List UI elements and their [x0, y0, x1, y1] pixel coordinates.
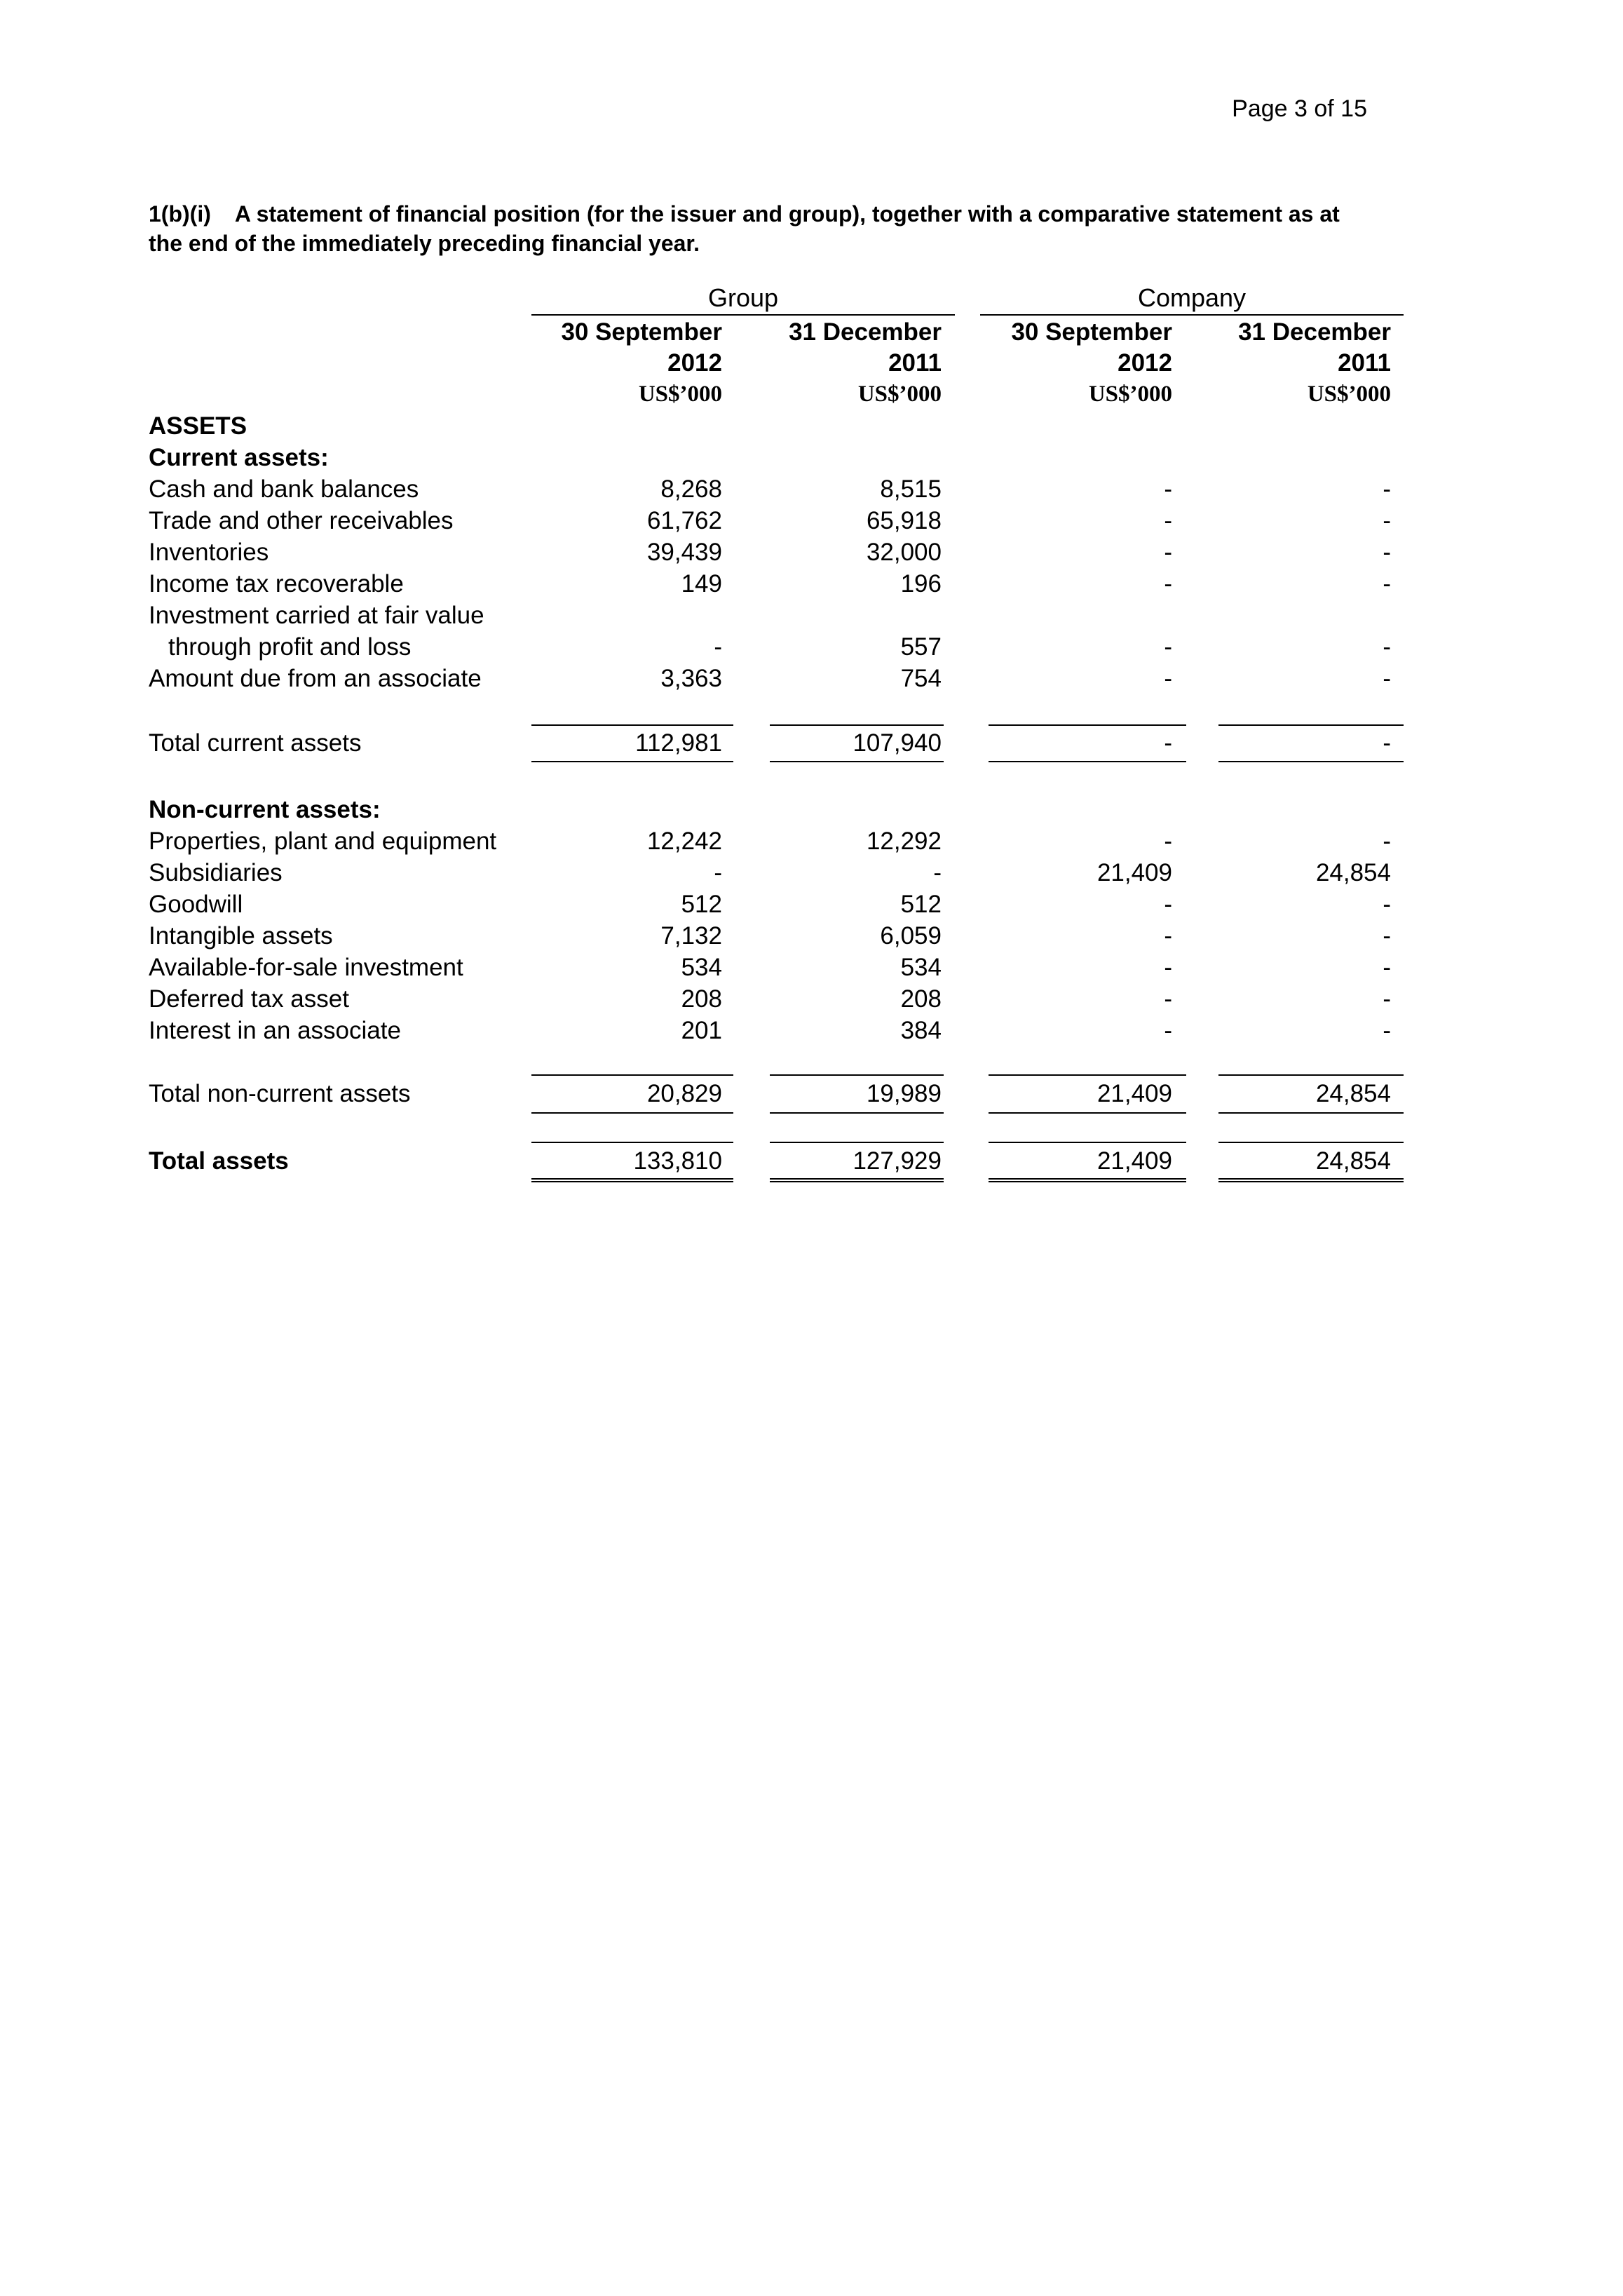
- total-rule: [770, 1142, 944, 1143]
- non-current-assets-heading: Non-current assets:: [149, 796, 381, 823]
- row-value: -: [1383, 665, 1391, 692]
- row-value: -: [1383, 475, 1391, 503]
- row-value: -: [1164, 1017, 1172, 1044]
- row-value: 512: [681, 891, 722, 918]
- row-value: 6,059: [880, 922, 942, 950]
- subtotal-rule: [989, 1074, 1186, 1076]
- row-label: Investment carried at fair value: [149, 602, 484, 629]
- row-label: Deferred tax asset: [149, 985, 349, 1013]
- row-value: -: [1383, 507, 1391, 534]
- row-value: 24,854: [1315, 859, 1391, 886]
- row-label: Cash and bank balances: [149, 475, 419, 503]
- row-value: -: [714, 633, 722, 661]
- total-value: 24,854: [1315, 1147, 1391, 1175]
- heading-text-line1: A statement of financial position (for the issuer and group), together with a comparative statement as at: [234, 201, 1340, 227]
- row-value: -: [933, 859, 942, 886]
- row-value: -: [1383, 891, 1391, 918]
- total-assets-label: Total assets: [149, 1147, 289, 1175]
- row-label: Inventories: [149, 539, 269, 566]
- row-value: -: [1164, 539, 1172, 566]
- total-double-rule: [1218, 1178, 1404, 1182]
- row-value: -: [1383, 922, 1391, 950]
- total-rule: [531, 1142, 733, 1143]
- current-assets-heading: Current assets:: [149, 444, 329, 471]
- row-value: 534: [900, 954, 942, 981]
- row-value: 196: [900, 570, 942, 597]
- row-value: 8,515: [880, 475, 942, 503]
- total-value: 127,929: [853, 1147, 942, 1175]
- subtotal-rule: [770, 761, 944, 762]
- total-value: 19,989: [866, 1080, 942, 1107]
- row-value: -: [1164, 570, 1172, 597]
- section-heading: [149, 199, 1383, 258]
- row-value: 201: [681, 1017, 722, 1044]
- subtotal-rule: [531, 1074, 733, 1076]
- row-value: 557: [900, 633, 942, 661]
- column-header-3: 30 September 2012 US$’000: [1011, 318, 1172, 407]
- total-value: -: [1164, 729, 1172, 757]
- subtotal-rule: [531, 1112, 733, 1114]
- row-value: -: [1383, 570, 1391, 597]
- row-value: -: [1164, 665, 1172, 692]
- row-value: 149: [681, 570, 722, 597]
- total-value: 133,810: [633, 1147, 722, 1175]
- row-label: Intangible assets: [149, 922, 333, 950]
- row-label: Available-for-sale investment: [149, 954, 463, 981]
- row-value: 12,242: [646, 828, 722, 855]
- total-non-current-label: Total non-current assets: [149, 1080, 411, 1107]
- subtotal-rule: [989, 761, 1186, 762]
- subtotal-rule: [531, 761, 733, 762]
- row-value: 384: [900, 1017, 942, 1044]
- row-label: Income tax recoverable: [149, 570, 404, 597]
- row-label: Interest in an associate: [149, 1017, 401, 1044]
- total-double-rule: [770, 1178, 944, 1182]
- company-header: Company: [1137, 283, 1247, 312]
- total-value: -: [1383, 729, 1391, 757]
- row-label: Amount due from an associate: [149, 665, 482, 692]
- total-value: 21,409: [1096, 1080, 1172, 1107]
- row-value: -: [1383, 1017, 1391, 1044]
- subtotal-rule: [770, 724, 944, 726]
- heading-text-line2: the end of the immediately preceding financial year.: [149, 231, 700, 256]
- row-value: -: [1164, 922, 1172, 950]
- row-value: 534: [681, 954, 722, 981]
- subtotal-rule: [770, 1074, 944, 1076]
- company-header-rule: [980, 314, 1404, 316]
- total-value: 112,981: [635, 729, 722, 757]
- subtotal-rule: [1218, 1074, 1404, 1076]
- row-value: -: [1164, 891, 1172, 918]
- row-value: -: [1164, 985, 1172, 1013]
- group-header: Group: [707, 283, 779, 312]
- row-value: 39,439: [646, 539, 722, 566]
- row-value: -: [1383, 539, 1391, 566]
- row-value: -: [1164, 507, 1172, 534]
- total-double-rule: [989, 1178, 1186, 1182]
- subtotal-rule: [989, 724, 1186, 726]
- row-value: 8,268: [660, 475, 722, 503]
- column-header-1: 30 September 2012 US$’000: [561, 318, 722, 407]
- row-label: Subsidiaries: [149, 859, 283, 886]
- total-double-rule: [531, 1178, 733, 1182]
- row-value: -: [1383, 985, 1391, 1013]
- column-header-2: 31 December 2011 US$’000: [789, 318, 942, 407]
- subtotal-rule: [531, 724, 733, 726]
- row-value: 7,132: [660, 922, 722, 950]
- page-number: Page 3 of 15: [1232, 95, 1367, 122]
- row-value: 3,363: [660, 665, 722, 692]
- row-label: Properties, plant and equipment: [149, 828, 497, 855]
- subtotal-rule: [989, 1112, 1186, 1114]
- row-value: 208: [681, 985, 722, 1013]
- total-rule: [989, 1142, 1186, 1143]
- row-label: Trade and other receivables: [149, 507, 454, 534]
- row-value: 65,918: [866, 507, 942, 534]
- row-value: 61,762: [646, 507, 722, 534]
- row-value: -: [1164, 633, 1172, 661]
- row-value: -: [1164, 954, 1172, 981]
- row-value: -: [1383, 633, 1391, 661]
- row-value: 32,000: [866, 539, 942, 566]
- subtotal-rule: [1218, 724, 1404, 726]
- row-value: 208: [900, 985, 942, 1013]
- row-label-continued: through profit and loss: [168, 633, 412, 661]
- total-value: 24,854: [1315, 1080, 1391, 1107]
- subtotal-rule: [1218, 761, 1404, 762]
- total-rule: [1218, 1142, 1404, 1143]
- total-value: 107,940: [853, 729, 942, 757]
- row-label: Goodwill: [149, 891, 243, 918]
- row-value: -: [714, 859, 722, 886]
- total-value: 20,829: [646, 1080, 722, 1107]
- row-value: -: [1383, 828, 1391, 855]
- row-value: -: [1383, 954, 1391, 981]
- subtotal-rule: [770, 1112, 944, 1114]
- row-value: 12,292: [866, 828, 942, 855]
- total-value: 21,409: [1096, 1147, 1172, 1175]
- total-current-label: Total current assets: [149, 729, 362, 757]
- row-value: 512: [900, 891, 942, 918]
- heading-code: 1(b)(i): [149, 201, 211, 227]
- assets-heading: ASSETS: [149, 412, 247, 440]
- row-value: -: [1164, 828, 1172, 855]
- subtotal-rule: [1218, 1112, 1404, 1114]
- group-header-rule: [531, 314, 955, 316]
- row-value: -: [1164, 475, 1172, 503]
- row-value: 754: [900, 665, 942, 692]
- column-header-4: 31 December 2011 US$’000: [1238, 318, 1391, 407]
- row-value: 21,409: [1096, 859, 1172, 886]
